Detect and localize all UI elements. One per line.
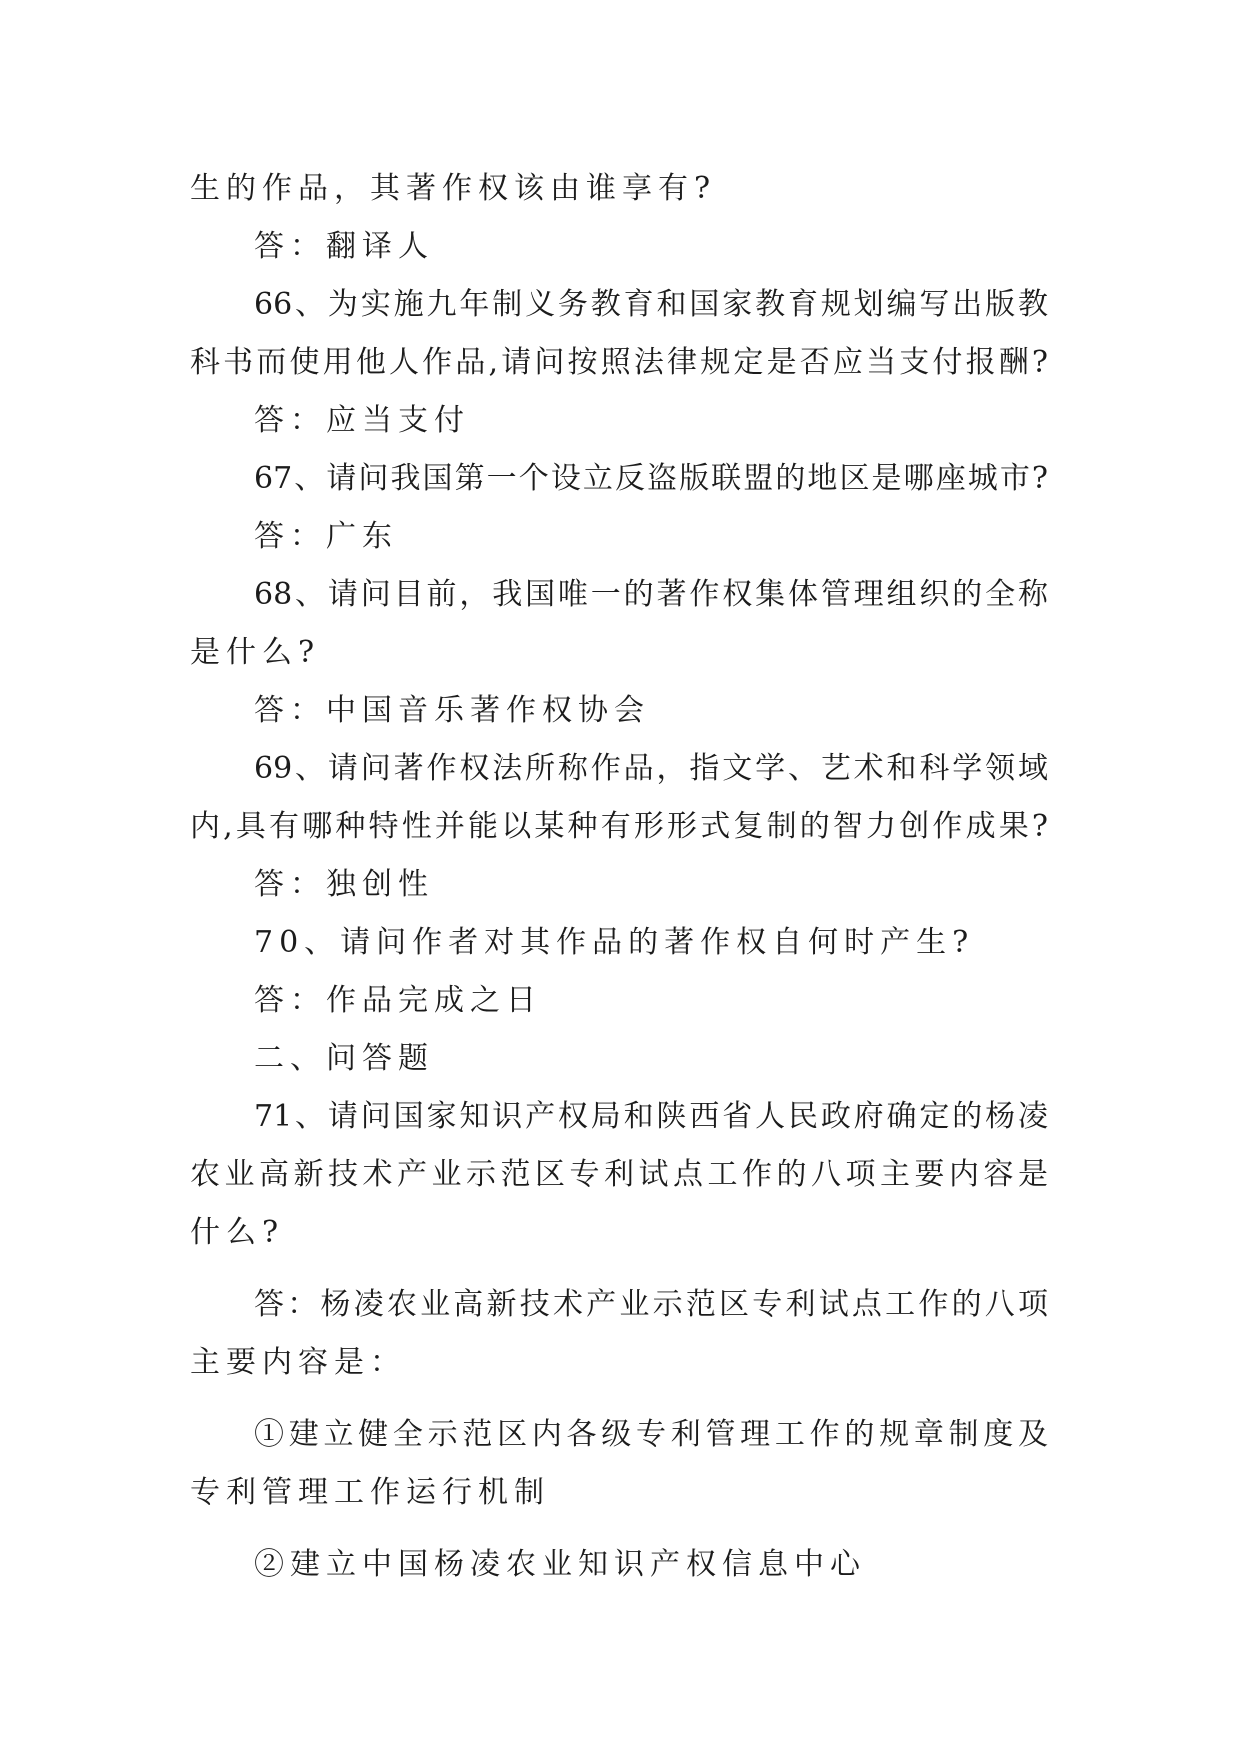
- answer-71-line-1: 答：杨凌农业高新技术产业示范区专利试点工作的八项: [254, 1287, 1048, 1322]
- answer-69: 答：独创性: [254, 867, 434, 902]
- answer-70: 答：作品完成之日: [254, 983, 542, 1018]
- question-66-line-1: 66、为实施九年制义务教育和国家教育规划编写出版教: [254, 287, 1048, 322]
- answer-65: 答：翻译人: [254, 229, 434, 264]
- question-68-line-2: 是什么?: [190, 635, 321, 670]
- question-65-continuation: 生的作品，其著作权该由谁享有?: [190, 171, 717, 206]
- question-71-line-3: 什么?: [190, 1215, 285, 1250]
- item-2: ②建立中国杨凌农业知识产权信息中心: [254, 1547, 866, 1582]
- question-66-line-2: 科书而使用他人作品,请问按照法律规定是否应当支付报酬?: [190, 345, 1048, 380]
- answer-67: 答：广东: [254, 519, 398, 554]
- question-71-line-2: 农业高新技术产业示范区专利试点工作的八项主要内容是: [190, 1157, 1048, 1192]
- item-1-line-2: 专利管理工作运行机制: [190, 1475, 550, 1510]
- answer-66: 答：应当支付: [254, 403, 470, 438]
- question-68-line-1: 68、请问目前，我国唯一的著作权集体管理组织的全称: [254, 577, 1048, 612]
- section-heading: 二、问答题: [254, 1041, 434, 1076]
- item-1-line-1: ①建立健全示范区内各级专利管理工作的规章制度及: [254, 1417, 1048, 1452]
- answer-71-line-2: 主要内容是：: [190, 1345, 406, 1380]
- question-71-line-1: 71、请问国家知识产权局和陕西省人民政府确定的杨凌: [254, 1099, 1048, 1134]
- document-body: [190, 160, 1048, 1594]
- answer-68: 答：中国音乐著作权协会: [254, 693, 650, 728]
- question-69-line-2: 内,具有哪种特性并能以某种有形形式复制的智力创作成果?: [190, 809, 1048, 844]
- question-70: 70、请问作者对其作品的著作权自何时产生?: [254, 925, 975, 960]
- question-69-line-1: 69、请问著作权法所称作品，指文学、艺术和科学领域: [254, 751, 1048, 786]
- question-67: 67、请问我国第一个设立反盗版联盟的地区是哪座城市?: [254, 461, 1048, 496]
